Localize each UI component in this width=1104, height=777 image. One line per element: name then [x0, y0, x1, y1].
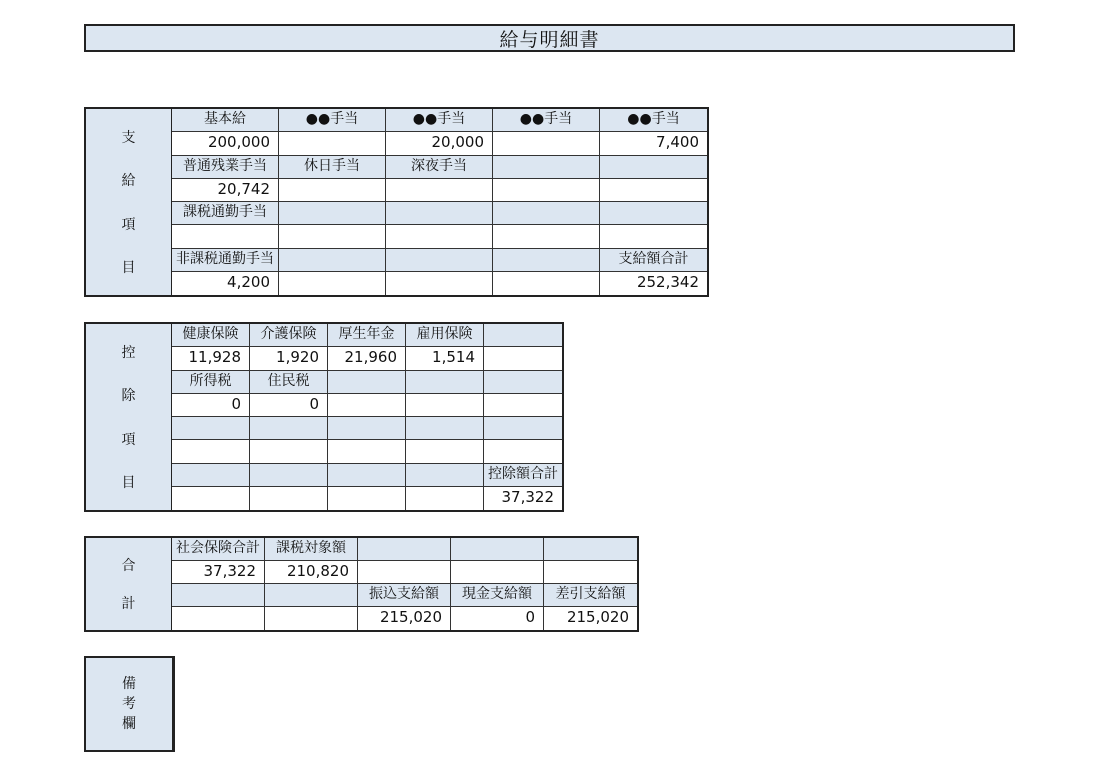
payments-value-cell[interactable] [600, 225, 707, 248]
deductions-value-cell[interactable]: 21,960 [328, 347, 406, 370]
deductions-label-cell: 控除額合計 [484, 464, 562, 487]
totals-label-cell: 課税対象額 [265, 538, 358, 561]
payments-value-cell[interactable] [493, 132, 600, 155]
totals-label-cell: 現金支給額 [451, 584, 544, 607]
payments-label-cell: 非課税通勤手当 [172, 249, 279, 272]
totals-value-cell[interactable] [265, 607, 358, 630]
payments-label-cell [386, 202, 493, 225]
payments-value-cell[interactable] [172, 225, 279, 248]
totals-label-cell [358, 538, 451, 561]
totals-value-cell[interactable] [172, 607, 265, 630]
payments-label-cell: 基本給 [172, 109, 279, 132]
payments-value-cell[interactable]: 4,200 [172, 272, 279, 295]
deductions-label-cell [484, 324, 562, 347]
deductions-value-cell[interactable] [328, 487, 406, 510]
deductions-label-cell [406, 464, 484, 487]
payments-label-cell: ●●手当 [600, 109, 707, 132]
payments-label-cell: 休日手当 [279, 156, 386, 179]
totals-label-cell [172, 584, 265, 607]
side-char: 支 [121, 129, 136, 146]
totals-value-cell[interactable]: 0 [451, 607, 544, 630]
payments-value-cell[interactable] [493, 225, 600, 248]
deductions-value-cell[interactable] [172, 440, 250, 463]
deductions-value-cell[interactable]: 37,322 [484, 487, 562, 510]
payments-value-cell[interactable] [600, 179, 707, 202]
deductions-label-cell: 健康保険 [172, 324, 250, 347]
payments-value-cell[interactable] [386, 272, 493, 295]
payments-value-cell[interactable] [279, 272, 386, 295]
deductions-value-cell[interactable] [406, 487, 484, 510]
totals-value-cell[interactable]: 215,020 [544, 607, 637, 630]
deductions-value-cell[interactable] [250, 440, 328, 463]
totals-value-cell[interactable] [451, 561, 544, 584]
payments-value-cell[interactable] [386, 225, 493, 248]
deduction-section [84, 322, 564, 512]
side-char: 目 [121, 475, 136, 492]
notes-side-label [86, 658, 173, 750]
payments-label-cell [600, 202, 707, 225]
deductions-value-cell[interactable] [250, 487, 328, 510]
deductions-label-cell: 厚生年金 [328, 324, 406, 347]
totals-label-cell [451, 538, 544, 561]
deductions-label-cell [328, 371, 406, 394]
payments-label-cell: 課税通勤手当 [172, 202, 279, 225]
deductions-value-cell[interactable] [406, 440, 484, 463]
deductions-value-cell[interactable] [406, 394, 484, 417]
side-char: 給 [121, 173, 136, 190]
side-char: 目 [121, 260, 136, 277]
side-char: 控 [121, 344, 136, 361]
deductions-label-cell [328, 464, 406, 487]
payments-value-cell[interactable] [386, 179, 493, 202]
notes-section [84, 656, 175, 752]
totals-label-cell [265, 584, 358, 607]
payments-label-cell [386, 249, 493, 272]
totals-label-cell: 振込支給額 [358, 584, 451, 607]
side-char: 除 [121, 388, 136, 405]
side-char: 考 [122, 696, 136, 712]
deductions-label-cell [406, 371, 484, 394]
payments-label-cell [600, 156, 707, 179]
deductions-label-cell [172, 464, 250, 487]
deductions-value-cell[interactable] [328, 440, 406, 463]
payments-value-cell[interactable] [493, 272, 600, 295]
payments-label-cell [493, 202, 600, 225]
payments-label-cell: ●●手当 [279, 109, 386, 132]
deductions-value-cell[interactable] [172, 487, 250, 510]
deductions-value-cell[interactable]: 0 [172, 394, 250, 417]
side-char: 計 [121, 596, 136, 612]
deductions-label-cell [484, 371, 562, 394]
payments-label-cell: ●●手当 [493, 109, 600, 132]
page-title: 給与明細書 [84, 24, 1015, 52]
deductions-label-cell [250, 464, 328, 487]
payments-label-cell: 普通残業手当 [172, 156, 279, 179]
side-char: 項 [121, 216, 136, 233]
totals-value-cell[interactable]: 210,820 [265, 561, 358, 584]
deductions-value-cell[interactable]: 0 [250, 394, 328, 417]
deductions-value-cell[interactable] [328, 394, 406, 417]
payments-value-cell[interactable]: 252,342 [600, 272, 707, 295]
totals-grid [172, 538, 637, 630]
payments-label-cell [279, 202, 386, 225]
payments-value-cell[interactable] [279, 225, 386, 248]
payments-label-cell: ●●手当 [386, 109, 493, 132]
deductions-label-cell: 介護保険 [250, 324, 328, 347]
payment-side-label [86, 109, 172, 295]
deductions-value-cell[interactable] [484, 440, 562, 463]
side-char: 欄 [122, 716, 136, 732]
side-char: 備 [122, 676, 136, 692]
deduction-side-label [86, 324, 172, 510]
payments-label-cell: 深夜手当 [386, 156, 493, 179]
totals-value-cell[interactable]: 215,020 [358, 607, 451, 630]
deductions-label-cell [406, 417, 484, 440]
totals-section [84, 536, 639, 632]
payments-value-cell[interactable]: 20,742 [172, 179, 279, 202]
deductions-label-cell [250, 417, 328, 440]
totals-label-cell [544, 538, 637, 561]
deductions-label-cell [172, 417, 250, 440]
payments-label-cell: 支給額合計 [600, 249, 707, 272]
deduction-grid [172, 324, 562, 510]
side-char: 合 [121, 558, 136, 574]
side-char: 項 [121, 431, 136, 448]
payments-value-cell[interactable] [493, 179, 600, 202]
deductions-label-cell [484, 417, 562, 440]
payment-section [84, 107, 709, 297]
payments-value-cell[interactable]: 7,400 [600, 132, 707, 155]
payments-label-cell [493, 249, 600, 272]
deductions-label-cell [328, 417, 406, 440]
deductions-value-cell[interactable] [484, 347, 562, 370]
deductions-label-cell: 住民税 [250, 371, 328, 394]
totals-side-label [86, 538, 172, 630]
payments-label-cell [279, 249, 386, 272]
totals-label-cell: 社会保険合計 [172, 538, 265, 561]
totals-label-cell: 差引支給額 [544, 584, 637, 607]
payments-value-cell[interactable]: 200,000 [172, 132, 279, 155]
deductions-value-cell[interactable] [484, 394, 562, 417]
totals-value-cell[interactable] [358, 561, 451, 584]
deductions-label-cell: 所得税 [172, 371, 250, 394]
totals-value-cell[interactable] [544, 561, 637, 584]
deductions-value-cell[interactable]: 1,920 [250, 347, 328, 370]
deductions-value-cell[interactable]: 1,514 [406, 347, 484, 370]
deductions-value-cell[interactable]: 11,928 [172, 347, 250, 370]
payments-value-cell[interactable]: 20,000 [386, 132, 493, 155]
payment-grid [172, 109, 707, 295]
payments-label-cell [493, 156, 600, 179]
deductions-label-cell: 雇用保険 [406, 324, 484, 347]
totals-value-cell[interactable]: 37,322 [172, 561, 265, 584]
payments-value-cell[interactable] [279, 179, 386, 202]
payments-value-cell[interactable] [279, 132, 386, 155]
